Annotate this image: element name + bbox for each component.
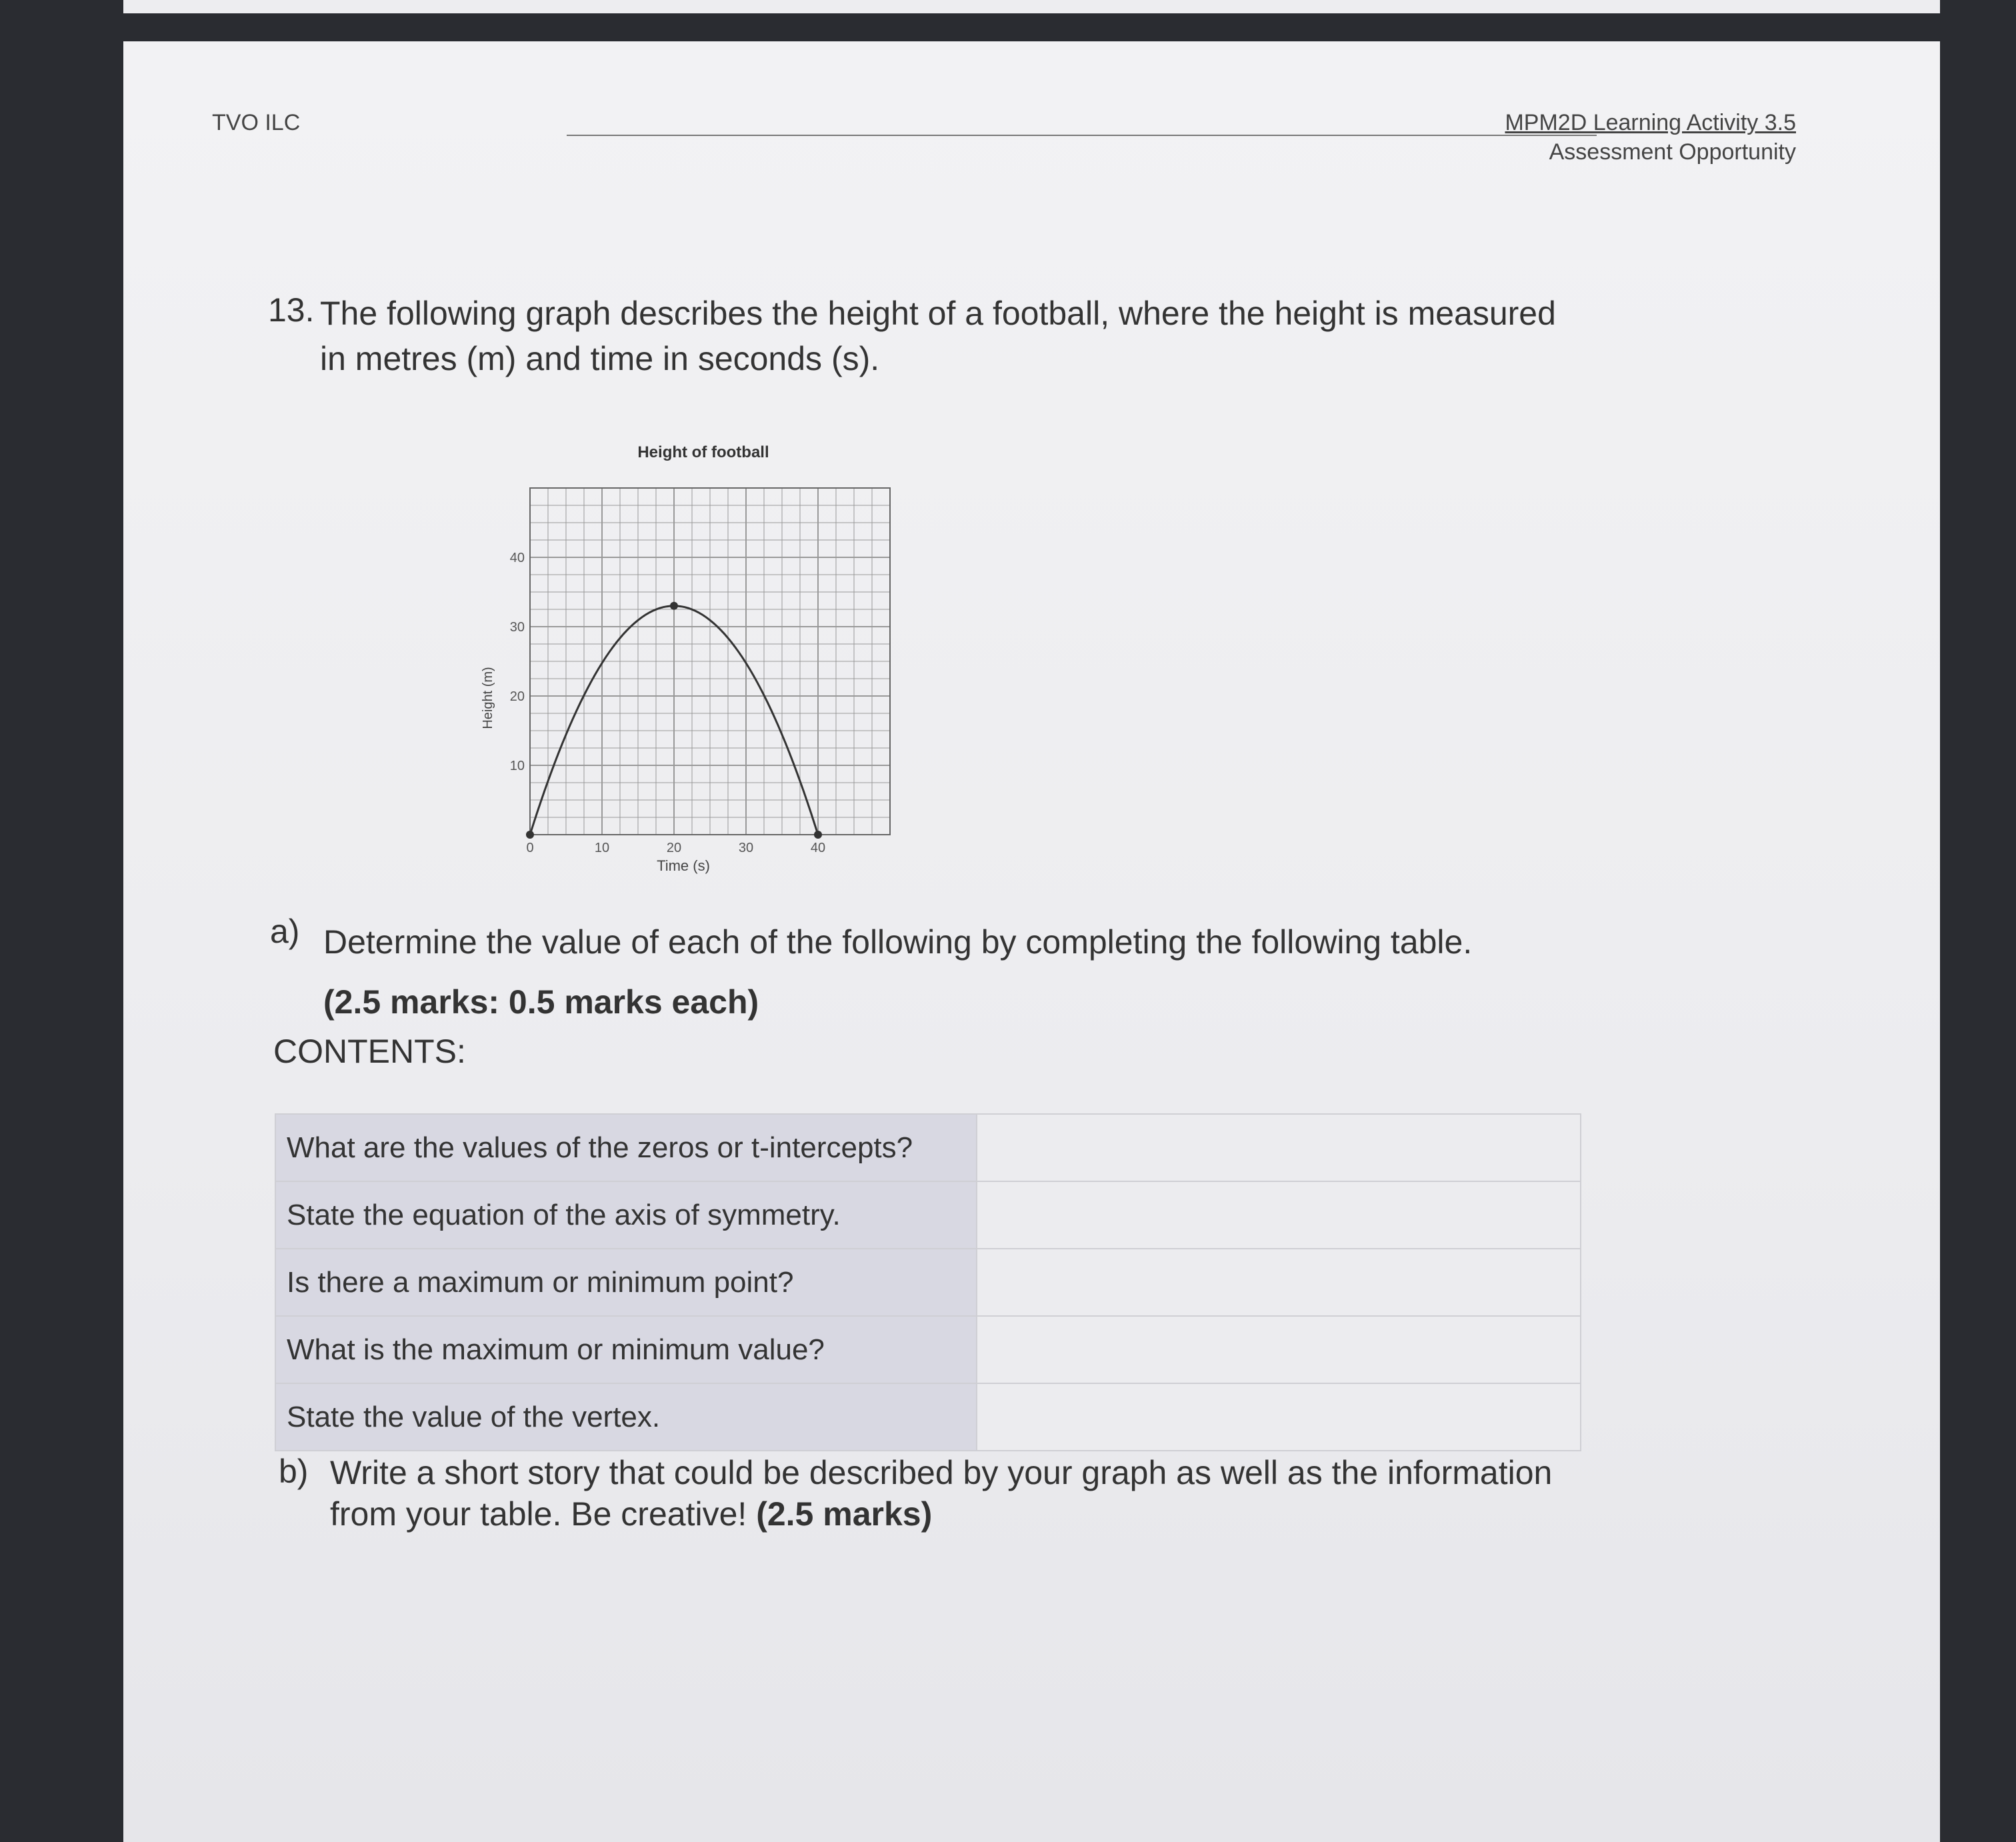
table-question: What is the maximum or minimum value? bbox=[275, 1316, 977, 1383]
x-tick-label: 20 bbox=[666, 841, 682, 855]
part-b-marks: (2.5 marks) bbox=[756, 1495, 933, 1533]
table-row bbox=[275, 1316, 1581, 1383]
part-a-prompt bbox=[323, 912, 1590, 1032]
table-row bbox=[275, 1249, 1581, 1316]
table-question: Is there a maximum or minimum point? bbox=[275, 1249, 977, 1316]
table-row bbox=[275, 1114, 1581, 1181]
table-answer-cell[interactable] bbox=[977, 1114, 1581, 1181]
y-tick-label: 40 bbox=[509, 551, 525, 565]
table-row bbox=[275, 1181, 1581, 1249]
part-b-prompt bbox=[330, 1452, 1597, 1535]
part-a-text: Determine the value of each of the following by completing the following table. bbox=[323, 923, 1473, 961]
chart-title: Height of football bbox=[637, 443, 769, 461]
y-tick-label: 10 bbox=[509, 759, 525, 773]
contents-label: CONTENTS: bbox=[273, 1033, 466, 1070]
chart-y-axis-label: Height (m) bbox=[481, 667, 495, 729]
x-tick-label: 40 bbox=[810, 841, 826, 855]
part-a-marks: (2.5 marks: 0.5 marks each) bbox=[323, 983, 759, 1021]
question-text: The following graph describes the height of a football, where the height is measured in metres (m) and time in seconds (s). bbox=[320, 295, 1556, 377]
table-answer-cell[interactable] bbox=[977, 1383, 1581, 1451]
x-tick-label: 10 bbox=[594, 841, 610, 855]
y-tick-label: 30 bbox=[509, 620, 525, 635]
table-row bbox=[275, 1383, 1581, 1451]
table-answer-cell[interactable] bbox=[977, 1316, 1581, 1383]
x-tick-label: 0 bbox=[526, 841, 534, 855]
part-a-label: a) bbox=[270, 913, 300, 950]
header-assessment: Assessment Opportunity bbox=[1549, 139, 1796, 165]
chart-x-axis-label: Time (s) bbox=[657, 857, 710, 874]
header-course bbox=[1505, 108, 1796, 167]
table-answer-cell[interactable] bbox=[977, 1181, 1581, 1249]
part-b-text: Write a short story that could be described by your graph as well as the information from your table. Be creative! bbox=[330, 1454, 1553, 1533]
x-tick-label: 30 bbox=[738, 841, 754, 855]
football-height-chart bbox=[330, 435, 917, 895]
table-question: What are the values of the zeros or t-intercepts? bbox=[275, 1114, 977, 1181]
data-point bbox=[526, 831, 534, 839]
answer-table bbox=[275, 1113, 1581, 1451]
question-number: 13. bbox=[268, 291, 315, 329]
previous-page-edge bbox=[123, 0, 1940, 13]
y-tick-label: 20 bbox=[509, 689, 525, 704]
table-question: State the value of the vertex. bbox=[275, 1383, 977, 1451]
table-answer-cell[interactable] bbox=[977, 1249, 1581, 1316]
header-org: TVO ILC bbox=[212, 110, 301, 135]
data-point bbox=[814, 831, 822, 839]
part-b-label: b) bbox=[279, 1453, 309, 1490]
header-rule bbox=[567, 135, 1597, 136]
header-activity: MPM2D Learning Activity 3.5 bbox=[1505, 110, 1796, 135]
table-question: State the equation of the axis of symmetry. bbox=[275, 1181, 977, 1249]
data-point bbox=[670, 602, 678, 610]
